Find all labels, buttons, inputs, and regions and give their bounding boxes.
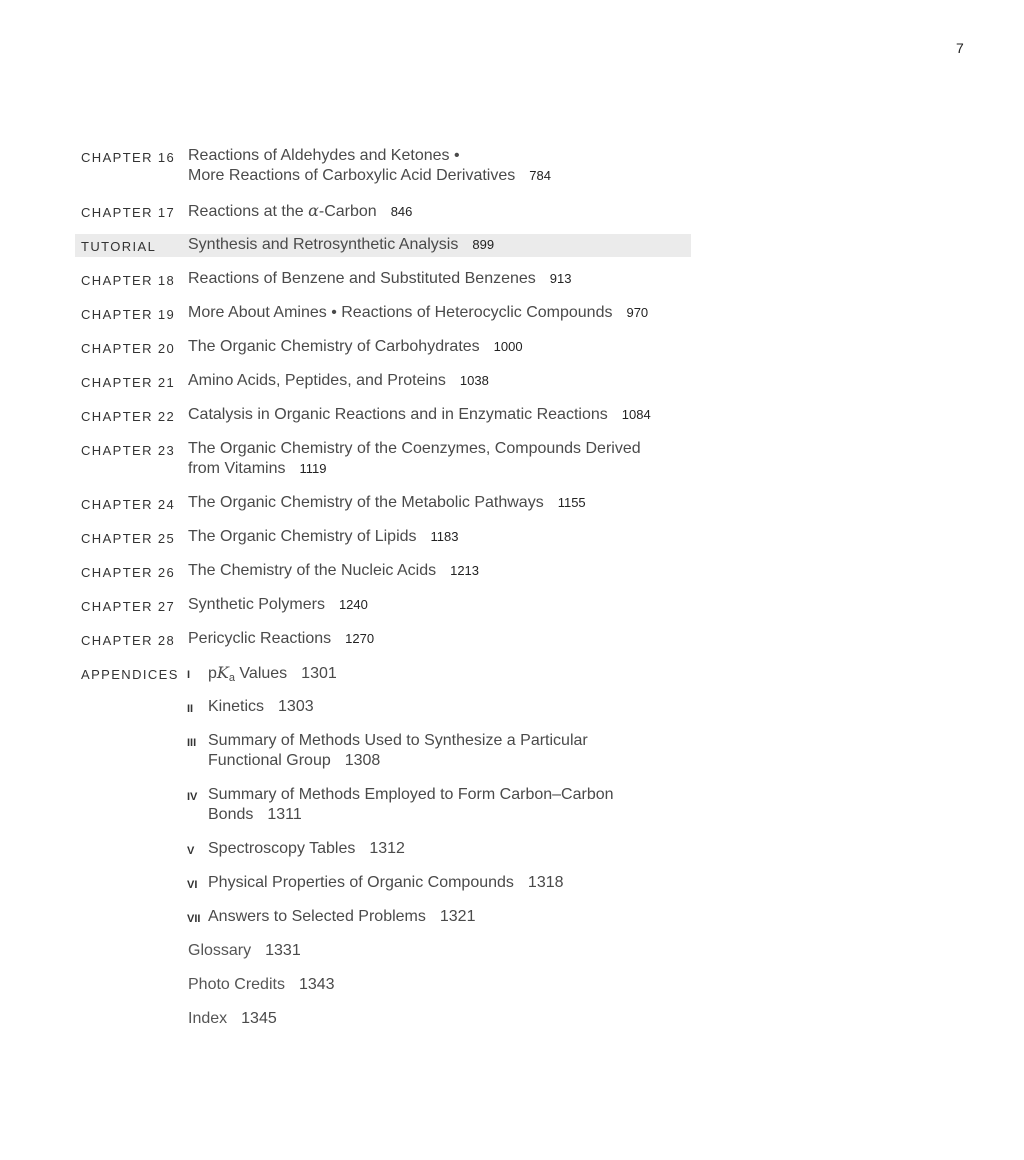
appendix-title-text: Spectroscopy Tables	[208, 840, 356, 857]
chapter-title-text: Reactions at the	[188, 203, 309, 220]
chapter-title	[188, 337, 523, 357]
chapter-title	[188, 303, 648, 323]
page-ref: 1270	[345, 631, 375, 646]
chapter-title	[188, 269, 572, 289]
chapter-title-text: -Carbon	[318, 203, 377, 220]
chapter-title-text: Pericyclic Reactions	[188, 630, 332, 647]
chapter-label: CHAPTER 18	[81, 273, 176, 288]
back-matter-title	[188, 941, 301, 961]
appendix-title	[208, 731, 588, 771]
chapter-title-text: Synthesis and Retrosynthetic Analysis	[188, 236, 459, 253]
appendices-label: APPENDICES	[81, 667, 179, 682]
chapter-title-line: The Organic Chemistry of the Coenzymes, Compounds Derived	[188, 440, 641, 457]
appendix-number: VII	[187, 913, 201, 925]
chapter-title-text: The Chemistry of the Nucleic Acids	[188, 562, 437, 579]
chapter-title	[188, 371, 489, 391]
page-ref: 1312	[369, 840, 405, 857]
chapter-label: CHAPTER 24	[81, 497, 176, 512]
chapter-title-text: The Organic Chemistry of Lipids	[188, 528, 417, 545]
chapter-title-line: Reactions of Aldehydes and Ketones •	[188, 147, 460, 164]
page-ref: 1240	[338, 597, 368, 612]
back-matter-text: Index	[188, 1010, 228, 1027]
page-ref: 1318	[527, 874, 564, 891]
chapter-title-text: Amino Acids, Peptides, and Proteins	[188, 372, 446, 389]
chapter-title-text: More About Amines • Reactions of Heterocyclic Compounds	[188, 304, 613, 321]
page-ref: 1119	[299, 461, 327, 476]
chapter-label: CHAPTER 28	[81, 633, 176, 648]
chapter-label: CHAPTER 20	[81, 341, 176, 356]
page-ref: 1331	[265, 942, 301, 959]
page-ref: 1321	[439, 908, 476, 925]
appendix-title-text: Values	[234, 665, 288, 682]
chapter-title-text: Catalysis in Organic Reactions and in Enzymatic Reactions	[188, 406, 608, 423]
page-ref: 1303	[278, 698, 314, 715]
chapter-title	[188, 561, 479, 581]
appendix-number: IV	[187, 791, 198, 803]
page-ref: 1000	[493, 339, 523, 354]
chapter-label: CHAPTER 17	[81, 205, 176, 220]
appendix-number: II	[187, 703, 194, 715]
appendix-title-line: Bonds	[208, 806, 254, 823]
page-number: 7	[956, 40, 964, 56]
page-ref: 1183	[430, 529, 459, 544]
k-symbol: K	[216, 663, 229, 682]
chapter-title	[188, 146, 551, 186]
page-ref: 846	[390, 204, 413, 219]
page-ref: 899	[472, 237, 495, 252]
appendix-number: I	[187, 669, 191, 681]
chapter-title	[188, 201, 412, 222]
chapter-label: CHAPTER 25	[81, 531, 176, 546]
chapter-title	[188, 439, 641, 479]
appendix-title-line: Summary of Methods Employed to Form Carbon–Carbon	[208, 786, 614, 803]
appendix-title-line: Summary of Methods Used to Synthesize a Particular	[208, 732, 588, 749]
page-ref: 1155	[557, 495, 586, 510]
chapter-title-text: The Organic Chemistry of the Metabolic Pathways	[188, 494, 544, 511]
chapter-title	[188, 405, 651, 425]
appendix-title	[208, 907, 475, 927]
alpha-symbol: α	[308, 201, 319, 220]
back-matter-text: Glossary	[188, 942, 252, 959]
chapter-title	[188, 493, 586, 513]
chapter-label: TUTORIAL	[81, 239, 157, 254]
page-ref: 970	[626, 305, 649, 320]
chapter-title-text: Synthetic Polymers	[188, 596, 325, 613]
appendix-title	[208, 697, 314, 717]
appendix-title-text: Kinetics	[208, 698, 265, 715]
chapter-title	[188, 629, 374, 649]
appendix-title	[208, 839, 405, 859]
appendix-title-line: Functional Group	[208, 752, 331, 769]
appendix-title	[208, 663, 337, 688]
chapter-label: CHAPTER 26	[81, 565, 176, 580]
chapter-title	[188, 527, 459, 547]
appendix-title-text: Physical Properties of Organic Compounds	[208, 874, 514, 891]
back-matter-title	[188, 1009, 277, 1029]
chapter-title-line: from Vitamins	[188, 460, 286, 477]
back-matter-text: Photo Credits	[188, 976, 285, 993]
page-ref: 1084	[621, 407, 651, 422]
chapter-title-line: More Reactions of Carboxylic Acid Derivatives	[188, 167, 516, 184]
chapter-title-text: Reactions of Benzene and Substituted Benzenes	[188, 270, 536, 287]
subscript-a: a	[228, 672, 235, 684]
chapter-title	[188, 235, 494, 255]
page-ref: 1301	[301, 665, 337, 682]
appendix-number: V	[187, 845, 195, 857]
chapter-label: CHAPTER 27	[81, 599, 176, 614]
page-ref: 1311	[267, 806, 302, 823]
appendix-title-text: Answers to Selected Problems	[208, 908, 426, 925]
chapter-title	[188, 595, 368, 615]
appendix-number: III	[187, 737, 197, 749]
page-ref: 784	[529, 168, 551, 183]
chapter-title-text: The Organic Chemistry of Carbohydrates	[188, 338, 480, 355]
chapter-label: CHAPTER 21	[81, 375, 176, 390]
chapter-label: CHAPTER 22	[81, 409, 176, 424]
page-ref: 1038	[459, 373, 489, 388]
chapter-label: CHAPTER 16	[81, 150, 176, 165]
page-ref: 913	[549, 271, 572, 286]
page-ref: 1343	[298, 976, 335, 993]
page-ref: 1213	[450, 563, 480, 578]
back-matter-title	[188, 975, 335, 995]
page-ref: 1308	[344, 752, 381, 769]
chapter-label: CHAPTER 23	[81, 443, 176, 458]
appendix-title-text: p	[208, 665, 217, 682]
appendix-number: VI	[187, 879, 198, 891]
appendix-title	[208, 785, 614, 825]
chapter-label: CHAPTER 19	[81, 307, 176, 322]
appendix-title	[208, 873, 564, 893]
page-ref: 1345	[241, 1010, 277, 1027]
